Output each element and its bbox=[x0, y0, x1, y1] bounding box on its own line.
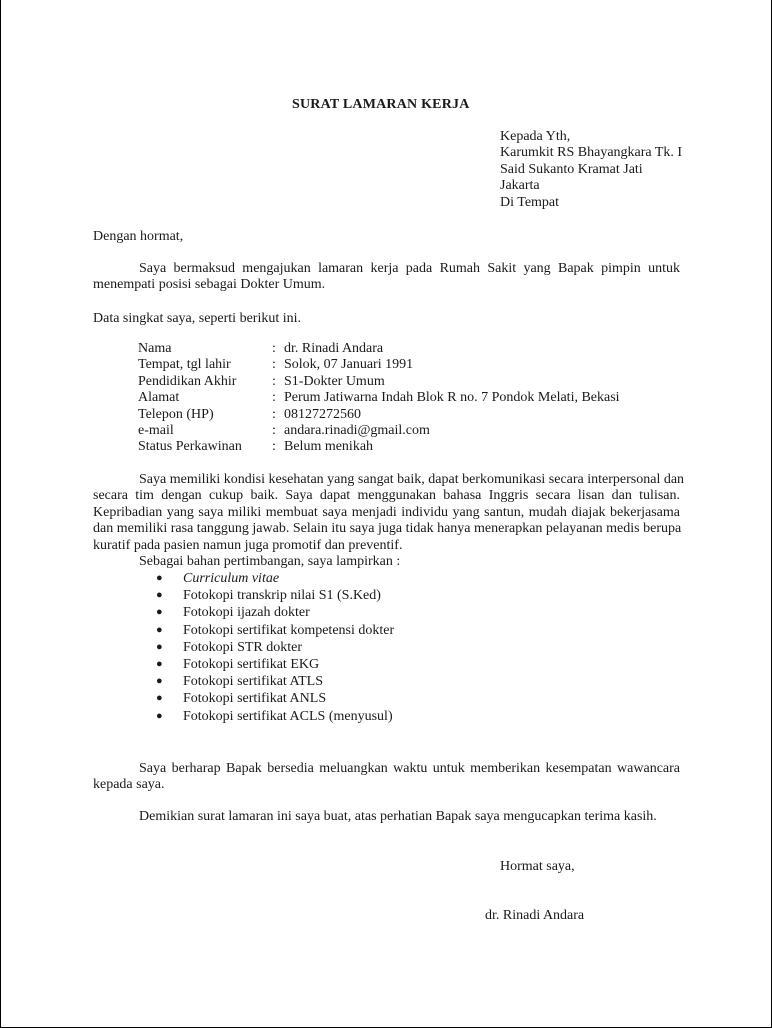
bullet-icon: ● bbox=[156, 675, 163, 688]
data-value: Belum menikah bbox=[284, 439, 374, 455]
bullet-icon: ● bbox=[156, 640, 163, 653]
data-colon: : bbox=[272, 390, 276, 406]
attachment-text: Fotokopi sertifikat kompetensi dokter bbox=[183, 622, 395, 638]
recipient-address bbox=[500, 129, 682, 211]
attachment-text: Fotokopi sertifikat EKG bbox=[183, 656, 320, 672]
intro-paragraph bbox=[93, 261, 680, 294]
data-label: Telepon (HP) bbox=[138, 406, 214, 422]
data-colon: : bbox=[272, 373, 276, 389]
attachments-intro: Sebagai bahan pertimbangan, saya lampirkan : bbox=[139, 553, 401, 569]
data-label: Nama bbox=[138, 341, 172, 356]
greeting: Dengan hormat, bbox=[93, 229, 184, 244]
data-value: 08127272560 bbox=[284, 406, 361, 422]
data-label: Tempat, tgl lahir bbox=[138, 357, 231, 373]
bullet-icon: ● bbox=[156, 606, 163, 619]
data-value: S1-Dokter Umum bbox=[284, 373, 385, 389]
hope-line: kepada saya. bbox=[93, 777, 165, 793]
attachment-text: Fotokopi sertifikat ATLS bbox=[183, 674, 323, 690]
intro-line: Saya bermaksud mengajukan lamaran kerja pada Rumah Sakit yang Bapak pimpin untuk bbox=[139, 261, 680, 276]
data-value: Perum Jatiwarna Indah Blok R no. 7 Pondok Melati, Bekasi bbox=[284, 390, 620, 406]
attachment-text: Fotokopi transkrip nilai S1 (S.Ked) bbox=[183, 588, 381, 604]
hope-paragraph bbox=[93, 761, 680, 794]
data-value: Solok, 07 Januari 1991 bbox=[284, 357, 414, 373]
recipient-line: Kepada Yth, bbox=[500, 129, 571, 144]
data-colon: : bbox=[272, 422, 276, 438]
bullet-icon: ● bbox=[156, 589, 163, 602]
body-line: kuratif pada pasien namun juga promotif dan preventif. bbox=[93, 537, 403, 553]
data-intro: Data singkat saya, seperti berikut ini. bbox=[93, 311, 301, 326]
data-label: Alamat bbox=[138, 390, 180, 406]
attachment-text: Fotokopi sertifikat ANLS bbox=[183, 691, 327, 707]
attachment-text: Fotokopi STR dokter bbox=[183, 639, 303, 655]
attachment-text: Fotokopi sertifikat ACLS (menyusul) bbox=[183, 708, 393, 724]
recipient-line: Jakarta bbox=[500, 178, 540, 194]
data-label: e-mail bbox=[138, 422, 174, 438]
bullet-icon: ● bbox=[156, 709, 163, 722]
sign-off: Hormat saya, bbox=[500, 859, 575, 874]
data-colon: : bbox=[272, 341, 276, 356]
body-line: dan memiliki rasa tanggung jawab. Selain itu saya juga tidak hanya menerapkan pelayanan medis berupa bbox=[93, 521, 682, 537]
data-colon: : bbox=[272, 357, 276, 373]
recipient-line: Karumkit RS Bhayangkara Tk. I bbox=[500, 145, 683, 161]
data-value: dr. Rinadi Andara bbox=[284, 341, 384, 356]
bullet-icon: ● bbox=[156, 692, 163, 705]
body-paragraph bbox=[93, 472, 685, 570]
data-colon: : bbox=[272, 406, 276, 422]
body-line: Saya memiliki kondisi kesehatan yang sangat baik, dapat berkomunikasi secara interpersonal dan bbox=[139, 472, 685, 487]
letter-title: SURAT LAMARAN KERJA bbox=[292, 97, 470, 112]
data-label: Status Perkawinan bbox=[138, 439, 242, 455]
closing-statement: Demikian surat lamaran ini saya buat, atas perhatian Bapak saya mengucapkan terima kasih. bbox=[139, 809, 657, 824]
signature-name: dr. Rinadi Andara bbox=[485, 908, 585, 923]
recipient-line: Di Tempat bbox=[500, 194, 560, 210]
body-line: Kepribadian yang saya miliki membuat saya menjadi individu yang santun, mudah diajak bekerjasama bbox=[93, 504, 680, 520]
attachment-text: Curriculum vitae bbox=[183, 571, 280, 586]
bullet-icon: ● bbox=[156, 657, 163, 670]
data-colon: : bbox=[272, 439, 276, 455]
data-value: andara.rinadi@gmail.com bbox=[284, 422, 430, 438]
body-line: secara tim dengan cukup baik. Saya dapat menggunakan bahasa Inggris secara lisan dan tulisan. bbox=[93, 488, 680, 504]
data-label: Pendidikan Akhir bbox=[138, 373, 237, 389]
bullet-icon: ● bbox=[156, 572, 163, 584]
intro-line: menempati posisi sebagai Dokter Umum. bbox=[93, 277, 326, 293]
attachment-text: Fotokopi ijazah dokter bbox=[183, 605, 310, 621]
bullet-icon: ● bbox=[156, 623, 163, 636]
recipient-line: Said Sukanto Kramat Jati bbox=[500, 161, 643, 177]
hope-line: Saya berharap Bapak bersedia meluangkan waktu untuk memberikan kesempatan wawancara bbox=[139, 761, 680, 776]
